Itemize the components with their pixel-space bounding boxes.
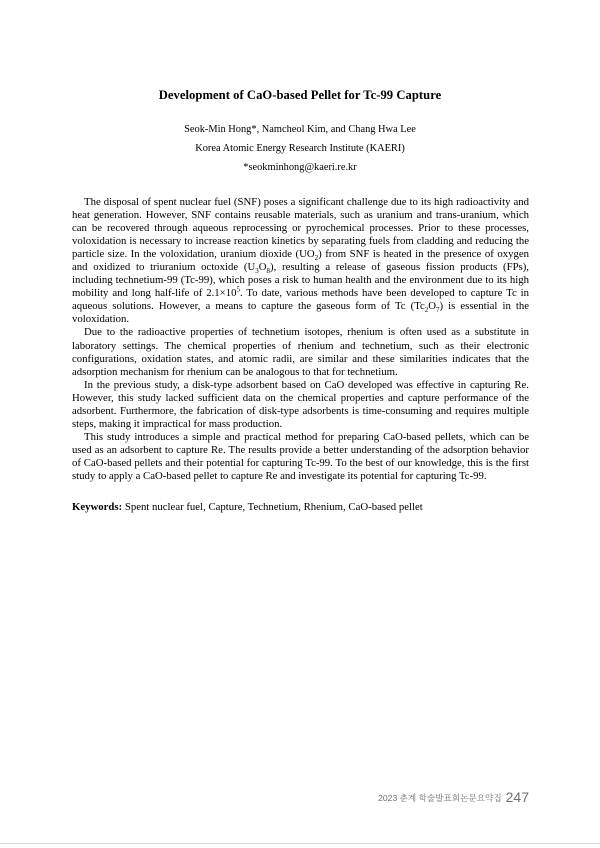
contact-email: *seokminhong@kaeri.re.kr (243, 162, 357, 173)
paragraph-intro: The disposal of spent nuclear fuel (SNF) poses a significant challenge due to its high radioactivity and heat generation. However, SNF contains reusable materials, such as uranium and trans-uranium, which can be recovered through aqueous reprocessing or pyrochemical processes. Prior to these processes, voloxidation is necessary to increase reaction kinetics by separating fuels from cladding and reducing the particle size. In the voloxidation, uranium dioxide $(UO_2)$ from SNF is heated in the presence of oxygen and oxidized to triuranium octoxide $(U_3O_8)$, resulting a release of gaseous fission products (FPs), including technetium-99 (Tc-99), which poses a risk to human health and the environment due to its high mobility and long half-life of $2.1\times 10^5$. To date, various methods have been developed to capture Tc in aqueous solutions. However, a means to capture the gaseous form of Tc $(Tc_2O_7)$ is essential in the voloxidation. (72, 196, 529, 326)
author-list: Seok-Min Hong*, Namcheol Kim, and Chang Hwa Lee (184, 124, 416, 135)
abstract-body (72, 196, 529, 483)
affiliation: Korea Atomic Energy Research Institute (KAERI) (195, 143, 405, 154)
keywords (72, 501, 532, 514)
keywords-list: Spent nuclear fuel, Capture, Technetium, Rhenium, CaO-based pellet (122, 501, 423, 513)
paragraph-this-study: This study introduces a simple and practical method for preparing CaO-based pellets, which can be used as an adsorbent to capture Re. The results provide a better understanding of the adsorption behavior of CaO-based pellets and their potential for capturing Tc-99. To the best of our knowledge, this is the first study to apply a CaO-based pellet to capture Re and investigate its potential for capturing Tc-99. (72, 430, 529, 482)
page-footer (378, 789, 529, 805)
paper-title: Development of CaO-based Pellet for Tc-99 Capture (158, 88, 442, 102)
keywords-label: Keywords: (72, 501, 123, 513)
paragraph-rhenium: Due to the radioactive properties of technetium isotopes, rhenium is often used as a substitute in laboratory settings. The chemical properties of rhenium and technetium, such as their electronic configurations, oxidation states, and atomic radii, are similar and these similarities indicates that the adsorption mechanism for rhenium can be analogous to that for technetium. (72, 326, 529, 378)
page-number: 247 (505, 789, 529, 805)
paragraph-previous-study: In the previous study, a disk-type adsorbent based on CaO developed was effective in capturing Re. However, this study lacked sufficient data on the chemical properties and capture performance of the adsorbent. Furthermore, the fabrication of disk-type adsorbents is time-consuming and requires multiple steps, making it impractical for mass production. (72, 378, 529, 430)
bottom-divider (0, 843, 600, 844)
proceedings-title: 2023 춘계 학술발표회논문요약집 (378, 793, 502, 803)
